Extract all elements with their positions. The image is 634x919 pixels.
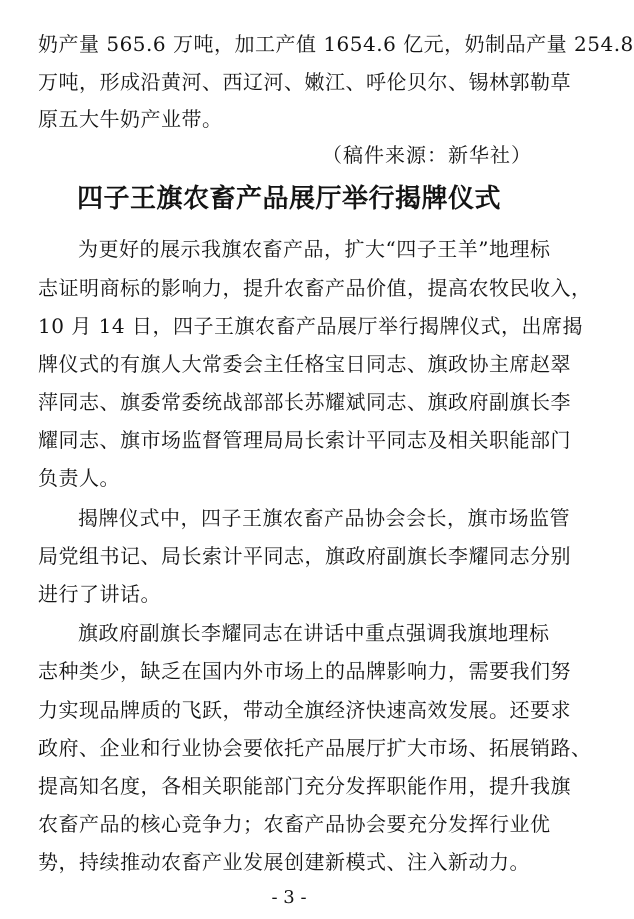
paragraph-3-line-3: 力实现品牌质的飞跃，带动全旗经济快速高效发展。还要求 <box>38 698 571 722</box>
intro-line-3: 原五大牛奶产业带。 <box>38 107 223 131</box>
paragraph-2-line-2: 局党组书记、局长索计平同志，旗政府副旗长李耀同志分别 <box>38 544 571 568</box>
intro-line-1: 奶产量 565.6 万吨，加工产值 1654.6 亿元，奶制品产量 254.8 <box>38 32 634 56</box>
source-note: （稿件来源：新华社） <box>322 143 532 167</box>
paragraph-1-line-6: 耀同志、旗市场监督管理局局长索计平同志及相关职能部门 <box>38 428 571 452</box>
paragraph-3-line-1: 旗政府副旗长李耀同志在讲话中重点强调我旗地理标 <box>78 621 550 645</box>
paragraph-2-line-3: 进行了讲话。 <box>38 582 161 606</box>
paragraph-1-line-5: 萍同志、旗委常委统战部部长苏耀斌同志、旗政府副旗长李 <box>38 390 571 414</box>
paragraph-3-line-5: 提高知名度，各相关职能部门充分发挥职能作用，提升我旗 <box>38 774 571 798</box>
paragraph-2-line-1: 揭牌仪式中，四子王旗农畜产品协会会长，旗市场监管 <box>78 506 570 530</box>
paragraph-1-line-3: 10 月 14 日，四子王旗农畜产品展厅举行揭牌仪式，出席揭 <box>38 314 583 338</box>
paragraph-1-line-2: 志证明商标的影响力，提升农畜产品价值，提高农牧民收入， <box>38 276 592 300</box>
paragraph-3-line-6: 农畜产品的核心竞争力；农畜产品协会要充分发挥行业优 <box>38 812 551 836</box>
article-title: 四子王旗农畜产品展厅举行揭牌仪式 <box>76 184 501 214</box>
paragraph-3-line-4: 政府、企业和行业协会要依托产品展厅扩大市场、拓展销路、 <box>38 736 592 760</box>
paragraph-1-line-7: 负责人。 <box>38 466 120 490</box>
page-number: - 3 - <box>271 887 307 908</box>
paragraph-1-line-4: 牌仪式的有旗人大常委会主任格宝日同志、旗政协主席赵翠 <box>38 352 571 376</box>
intro-line-2: 万吨，形成沿黄河、西辽河、嫩江、呼伦贝尔、锡林郭勒草 <box>38 70 571 94</box>
paragraph-3-line-7: 势，持续推动农畜产业发展创建新模式、注入新动力。 <box>38 850 530 874</box>
paragraph-1-line-1: 为更好的展示我旗农畜产品，扩大“四子王羊”地理标 <box>78 237 551 261</box>
paragraph-3-line-2: 志种类少，缺乏在国内外市场上的品牌影响力，需要我们努 <box>38 659 571 683</box>
